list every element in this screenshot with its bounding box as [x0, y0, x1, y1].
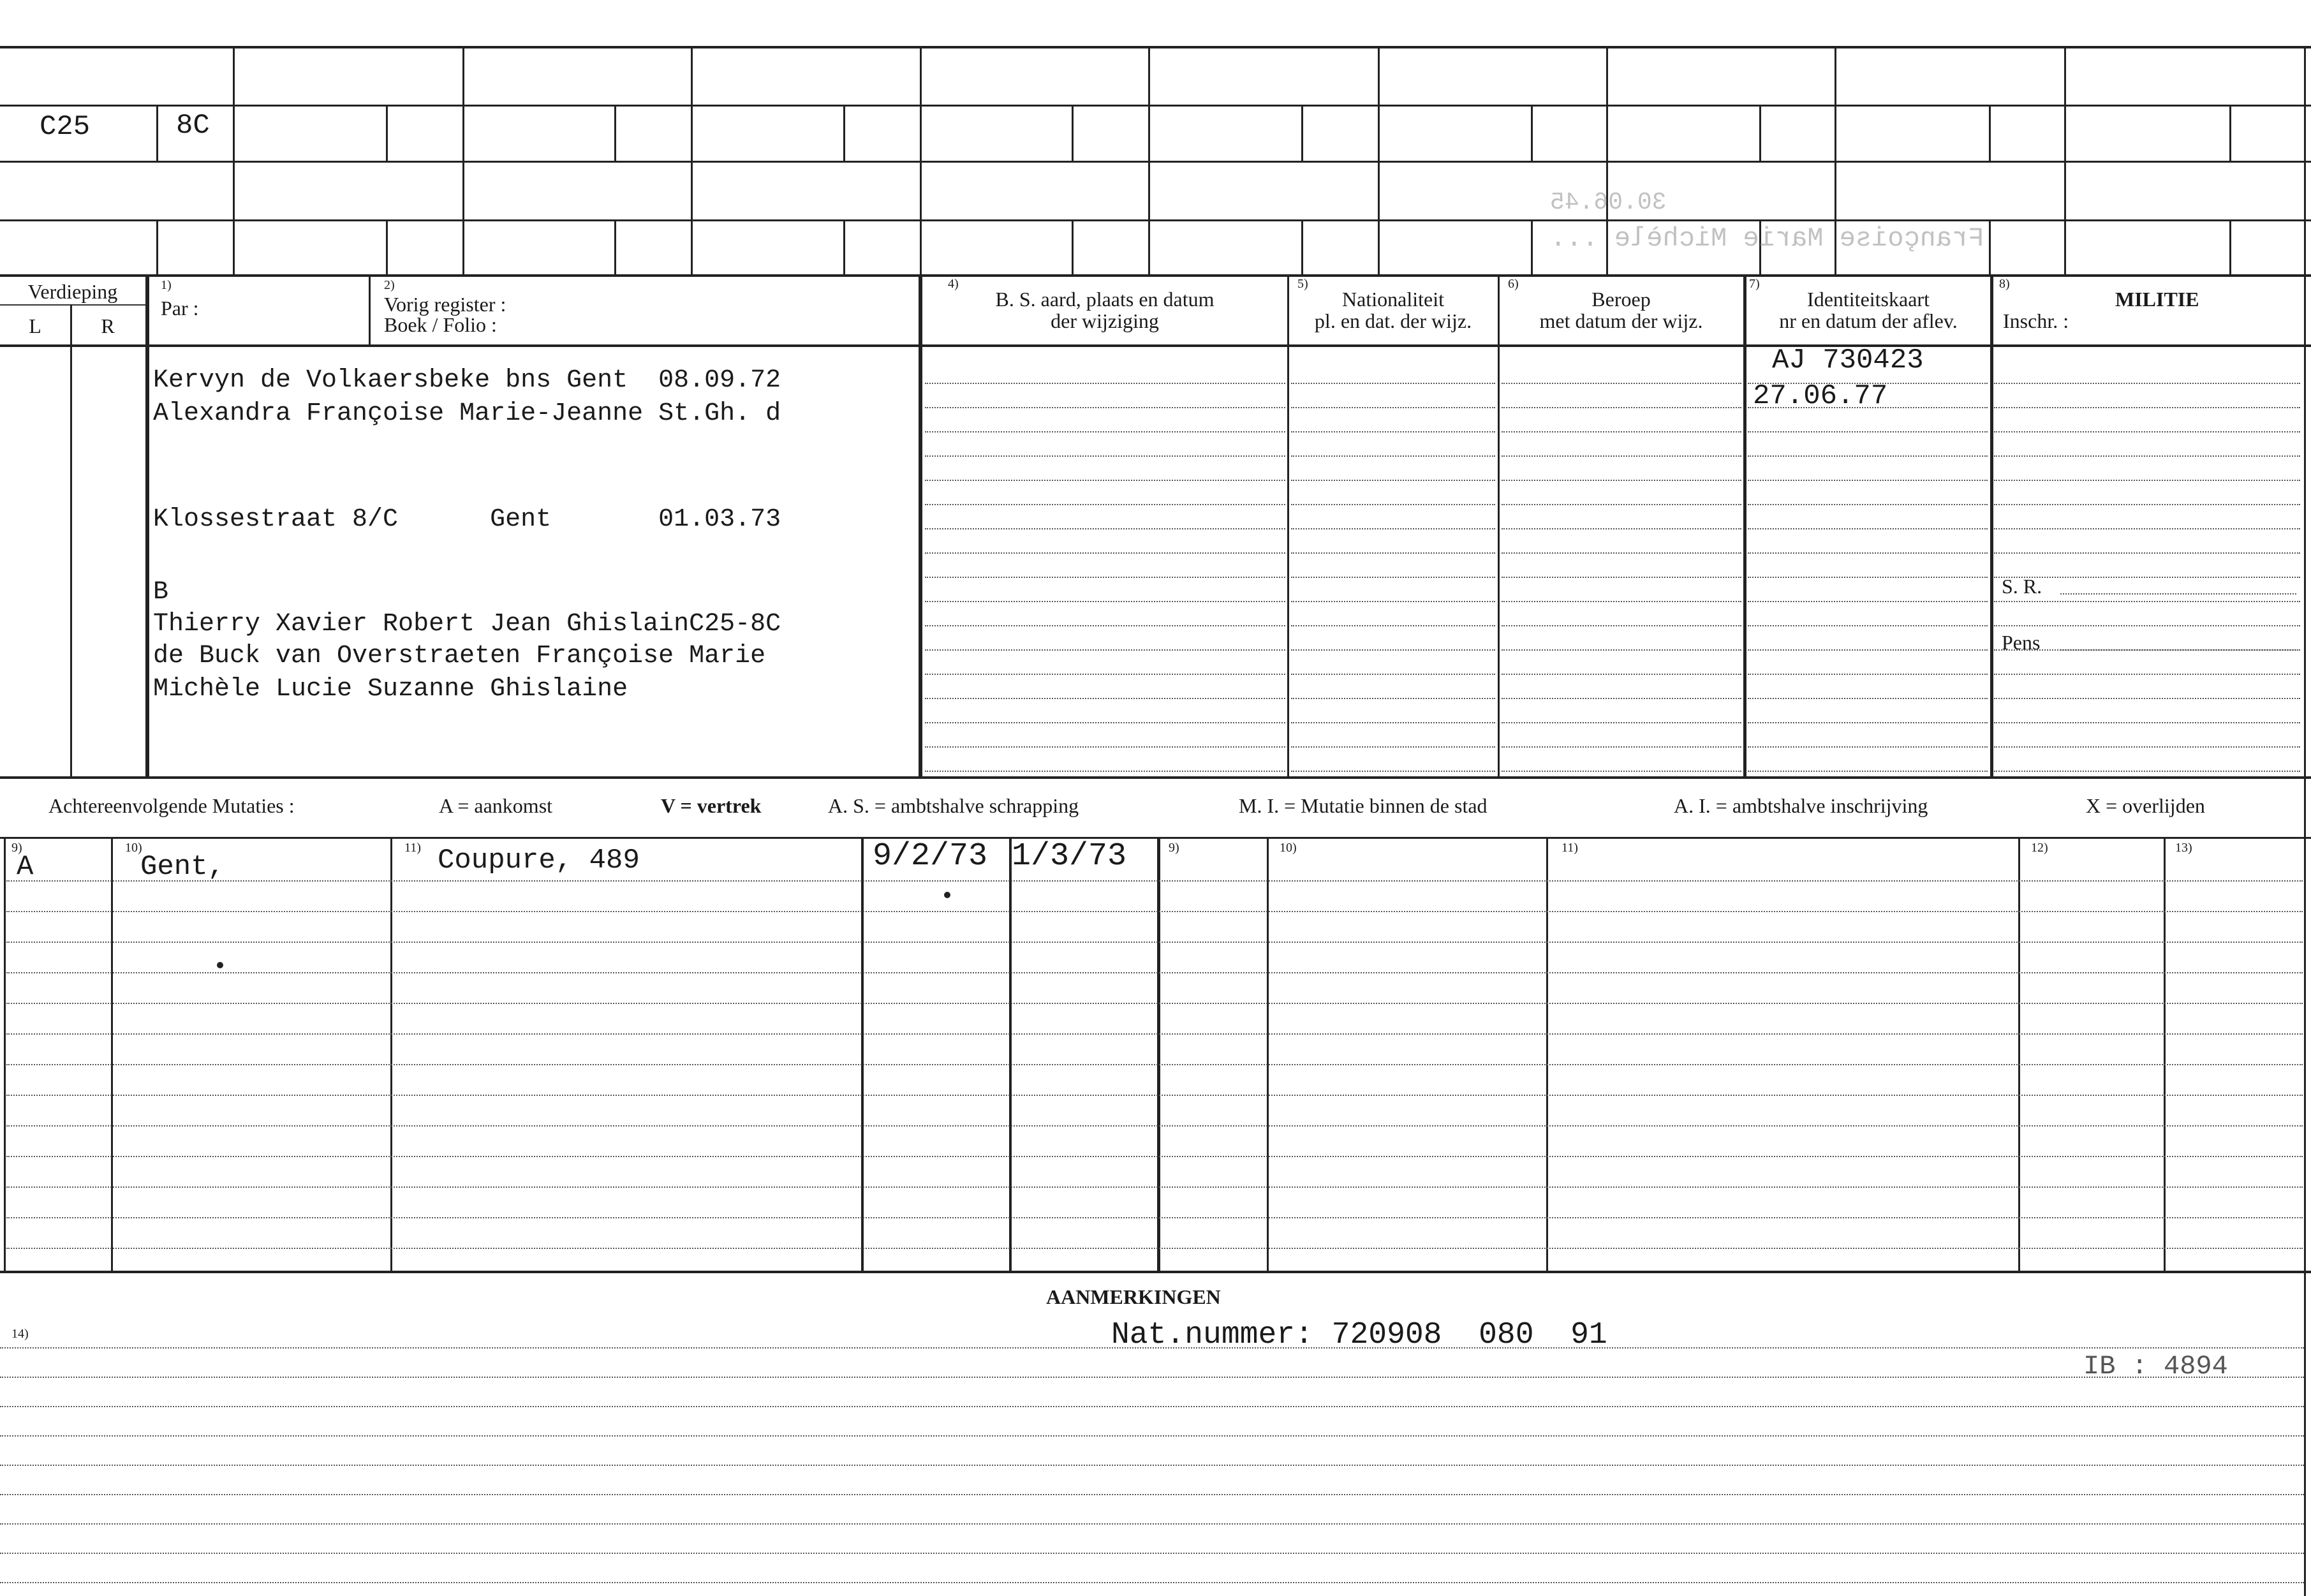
ruling-line: [925, 649, 1285, 651]
ruling-line: [6, 880, 2303, 882]
ruling-line: [1291, 722, 1495, 723]
person-line-6: de Buck van Overstraeten Françoise Marie: [153, 642, 766, 670]
mutation-street: Coupure, 489: [438, 845, 640, 876]
sub-divider: [843, 219, 845, 274]
sub-divider: [386, 219, 388, 274]
mut-col: [4, 837, 6, 1271]
grid-divider: [2064, 46, 2066, 274]
ruling-line: [1748, 674, 1988, 675]
grid-divider: [691, 46, 693, 274]
ruling-line: [1748, 552, 1988, 554]
right-border: [2304, 46, 2306, 1596]
ruling-line: [1291, 746, 1495, 748]
ink-speck: [944, 892, 950, 898]
note-6: 6): [1508, 277, 1519, 291]
note-1: 1): [161, 278, 172, 292]
grid-divider: [1378, 46, 1380, 274]
ruling-line: [1291, 698, 1495, 699]
grid-divider: [462, 46, 464, 274]
col-divider-beroep: [1498, 274, 1500, 776]
sub-divider: [1301, 219, 1303, 274]
ruling-line: [1291, 455, 1495, 457]
mutations-bottom-line: [0, 1271, 2311, 1273]
mut-col: [861, 837, 864, 1271]
ruling-line: [1502, 552, 1741, 554]
top-grid-line: [0, 219, 2311, 221]
ruling-line: [6, 1248, 2303, 1249]
mut-note-10b: 10): [1280, 841, 1297, 855]
person-line-4: B: [153, 578, 169, 607]
legend-title: Achtereenvolgende Mutaties :: [48, 794, 295, 817]
ruling-line: [925, 552, 1285, 554]
militie-label: MILITIE: [2115, 288, 2199, 311]
grid-divider: [1148, 46, 1150, 274]
ruling-line: [925, 746, 1285, 748]
header-top-line: [0, 274, 2311, 277]
ruling-line: [6, 1217, 2303, 1218]
ruling-line: [1291, 649, 1495, 651]
ruling-line: [1748, 577, 1988, 578]
remarks-title: AANMERKINGEN: [1046, 1285, 1221, 1308]
ruling-line: [1748, 455, 1988, 457]
mut-note-11b: 11): [1562, 841, 1578, 855]
ruling-line: [1502, 674, 1741, 675]
mutation-date-1: 9/2/73: [873, 838, 988, 875]
sr-dotline: [2060, 593, 2296, 595]
ruling-line: [1291, 504, 1495, 505]
person-line-5: Thierry Xavier Robert Jean GhislainC25-8C: [153, 610, 781, 639]
col-l-label: L: [29, 314, 41, 337]
ruling-line: [925, 698, 1285, 699]
mut-col: [1157, 837, 1160, 1271]
id-header-line1: Identiteitskaart: [1807, 288, 1930, 311]
id-card-number: AJ 730423: [1772, 344, 1924, 376]
ruling-line: [1502, 480, 1741, 481]
person-line-3: Klossestraat 8/C Gent 01.03.73: [153, 505, 781, 534]
ruling-line: [1748, 649, 1988, 651]
ruling-line: [925, 407, 1285, 408]
ruling-line: [6, 1095, 2303, 1096]
ruling-line: [6, 1033, 2303, 1035]
col-r-label: R: [101, 314, 115, 337]
ruling-line: [1291, 552, 1495, 554]
note-2: 2): [384, 278, 395, 292]
ruling-line: [0, 1582, 2304, 1583]
ruling-line: [1502, 601, 1741, 602]
header-bottom-line: [0, 344, 2311, 347]
ruling-line: [6, 972, 2303, 973]
code-section: 8C: [176, 110, 210, 142]
mut-note-11: 11): [404, 841, 421, 855]
ruling-line: [1502, 431, 1741, 432]
ruling-line: [925, 722, 1285, 723]
mutation-type: A: [17, 851, 34, 883]
ruling-line: [925, 431, 1285, 432]
ruling-line: [6, 1125, 2303, 1127]
sub-divider: [156, 105, 158, 161]
ruling-line: [1994, 625, 2300, 626]
show-through-date: 30.06.45: [1550, 189, 1667, 216]
ruling-line: [925, 625, 1285, 626]
mut-col: [1546, 837, 1548, 1271]
mutation-city: Gent,: [140, 851, 225, 883]
ruling-line: [925, 480, 1285, 481]
ruling-line: [1994, 383, 2300, 384]
remarks-note-14: 14): [11, 1327, 29, 1341]
ruling-line: [925, 528, 1285, 529]
ruling-line: [1748, 504, 1988, 505]
col-l-r-divider: [70, 304, 72, 776]
ib-number: IB : 4894: [2083, 1351, 2228, 1382]
mut-col: [2018, 837, 2020, 1271]
sub-divider: [156, 219, 158, 274]
top-grid-line: [0, 161, 2311, 163]
mut-col: [1009, 837, 1012, 1271]
nat-header-line1: Nationaliteit: [1342, 288, 1444, 311]
legend-aankomst: A = aankomst: [439, 794, 553, 817]
legend-mutatie: M. I. = Mutatie binnen de stad: [1239, 794, 1488, 817]
nat-header-line2: pl. en dat. der wijz.: [1314, 309, 1472, 332]
legend-inschrijving: A. I. = ambtshalve inschrijving: [1674, 794, 1928, 817]
ruling-line: [925, 577, 1285, 578]
col-divider-vorig: [369, 274, 371, 344]
mut-col: [2164, 837, 2166, 1271]
ruling-line: [1748, 722, 1988, 723]
ruling-line: [0, 1553, 2304, 1554]
national-number: Nat.nummer: 720908 080 91: [1111, 1318, 1607, 1352]
ruling-line: [1502, 455, 1741, 457]
ruling-line: [1291, 771, 1495, 772]
sr-label: S. R.: [2002, 575, 2042, 598]
ruling-line: [1994, 552, 2300, 554]
body-bottom-line: [0, 776, 2311, 779]
ruling-line: [1994, 722, 2300, 723]
ruling-line: [1502, 771, 1741, 772]
ruling-line: [1502, 722, 1741, 723]
ruling-line: [1748, 601, 1988, 602]
ruling-line: [1502, 383, 1741, 384]
sub-divider: [2229, 219, 2231, 274]
sub-divider: [1989, 105, 1991, 161]
boek-folio-label: Boek / Folio :: [384, 313, 497, 336]
ruling-line: [925, 601, 1285, 602]
ruling-line: [1994, 674, 2300, 675]
mut-col: [111, 837, 113, 1271]
ruling-line: [1502, 649, 1741, 651]
sub-divider: [1072, 105, 1074, 161]
ruling-line: [1994, 528, 2300, 529]
ruling-line: [1291, 674, 1495, 675]
sub-divider: [1301, 105, 1303, 161]
mut-note-12: 12): [2031, 841, 2048, 855]
ink-speck: [217, 962, 223, 968]
ruling-line: [1748, 746, 1988, 748]
inschr-label: Inschr. :: [2003, 309, 2069, 332]
sub-divider: [2229, 105, 2231, 161]
ruling-line: [1291, 480, 1495, 481]
ruling-line: [1994, 431, 2300, 432]
ruling-line: [1994, 601, 2300, 602]
ruling-line: [0, 1465, 2304, 1466]
ruling-line: [1291, 431, 1495, 432]
ruling-line: [1291, 407, 1495, 408]
ruling-line: [1994, 746, 2300, 748]
sub-divider: [1531, 105, 1533, 161]
ruling-line: [925, 771, 1285, 772]
sub-divider: [614, 219, 616, 274]
legend-vertrek: V = vertrek: [661, 794, 762, 817]
mut-note-9b: 9): [1169, 841, 1179, 855]
ruling-line: [1291, 625, 1495, 626]
verdieping-split: [0, 304, 145, 306]
pens-label: Pens: [2002, 631, 2041, 654]
ruling-line: [925, 455, 1285, 457]
pens-dotline: [2060, 649, 2296, 651]
ruling-line: [1291, 383, 1495, 384]
id-card-date: 27.06.77: [1753, 380, 1888, 412]
ruling-line: [1748, 431, 1988, 432]
ruling-line: [1994, 698, 2300, 699]
ruling-line: [6, 1186, 2303, 1188]
ruling-line: [1748, 480, 1988, 481]
ruling-line: [6, 1003, 2303, 1004]
note-7: 7): [1749, 277, 1760, 291]
col-divider-militie: [1990, 274, 1993, 776]
col-divider-id: [1743, 274, 1746, 776]
person-line-7: Michèle Lucie Suzanne Ghislaine: [153, 675, 628, 704]
top-border: [0, 46, 2311, 48]
mut-note-9: 9): [11, 841, 22, 855]
ruling-line: [1748, 528, 1988, 529]
par-label: Par :: [161, 297, 199, 320]
col-divider-par: [145, 274, 149, 776]
mutations-top-line: [0, 837, 2311, 839]
ruling-line: [1994, 455, 2300, 457]
bs-header-line1: B. S. aard, plaats en datum: [995, 288, 1215, 311]
ruling-line: [925, 674, 1285, 675]
ruling-line: [1291, 528, 1495, 529]
legend-schrapping: A. S. = ambtshalve schrapping: [828, 794, 1079, 817]
ruling-line: [1994, 504, 2300, 505]
ruling-line: [925, 383, 1285, 384]
ruling-line: [1291, 601, 1495, 602]
mutation-date-2: 1/3/73: [1012, 838, 1127, 875]
ruling-line: [1502, 698, 1741, 699]
mut-col: [390, 837, 392, 1271]
ruling-line: [1291, 577, 1495, 578]
note-8: 8): [1999, 277, 2010, 291]
beroep-header-line2: met datum der wijz.: [1539, 309, 1703, 332]
sub-divider: [1989, 219, 1991, 274]
sub-divider: [1072, 219, 1074, 274]
ruling-line: [6, 911, 2303, 912]
ruling-line: [925, 504, 1285, 505]
mut-note-13: 13): [2175, 841, 2192, 855]
legend-overlijden: X = overlijden: [2086, 794, 2205, 817]
mut-col: [1267, 837, 1269, 1271]
sub-divider: [843, 105, 845, 161]
bs-header-line2: der wijziging: [1051, 309, 1159, 332]
ruling-line: [0, 1377, 2304, 1378]
ruling-line: [6, 1064, 2303, 1065]
mut-note-10: 10): [125, 841, 142, 855]
verdieping-label: Verdieping: [27, 280, 118, 303]
note-4: 4): [948, 277, 959, 291]
sub-divider: [386, 105, 388, 161]
ruling-line: [1994, 480, 2300, 481]
code-register: C25: [40, 111, 91, 143]
ruling-line: [1994, 771, 2300, 772]
ruling-line: [1502, 577, 1741, 578]
show-through-text: Françoise Marie Michèle ...: [1550, 223, 1984, 254]
ruling-line: [0, 1435, 2304, 1437]
ruling-line: [6, 1156, 2303, 1157]
note-5: 5): [1297, 277, 1308, 291]
ruling-line: [6, 942, 2303, 943]
vorig-register-label: Vorig register :: [384, 293, 506, 316]
person-line-2: Alexandra Françoise Marie-Jeanne St.Gh. d: [153, 399, 781, 428]
ruling-line: [1502, 407, 1741, 408]
top-grid-line: [0, 105, 2311, 107]
ruling-line: [0, 1406, 2304, 1407]
col-divider-bs: [919, 274, 922, 776]
ruling-line: [0, 1347, 2304, 1348]
ruling-line: [1748, 771, 1988, 772]
ruling-line: [0, 1494, 2304, 1495]
person-line-1: Kervyn de Volkaersbeke bns Gent 08.09.72: [153, 366, 781, 395]
beroep-header-line1: Beroep: [1591, 288, 1651, 311]
ruling-line: [1994, 407, 2300, 408]
id-header-line2: nr en datum der aflev.: [1779, 309, 1958, 332]
sub-divider: [1759, 105, 1761, 161]
sub-divider: [614, 105, 616, 161]
ruling-line: [1502, 528, 1741, 529]
grid-divider: [233, 46, 235, 274]
ruling-line: [0, 1523, 2304, 1525]
sub-divider: [1531, 219, 1533, 274]
ruling-line: [1748, 625, 1988, 626]
ruling-line: [1748, 698, 1988, 699]
ruling-line: [1502, 746, 1741, 748]
ruling-line: [1502, 504, 1741, 505]
ruling-line: [1502, 625, 1741, 626]
grid-divider: [920, 46, 922, 274]
col-divider-nat: [1287, 274, 1289, 776]
